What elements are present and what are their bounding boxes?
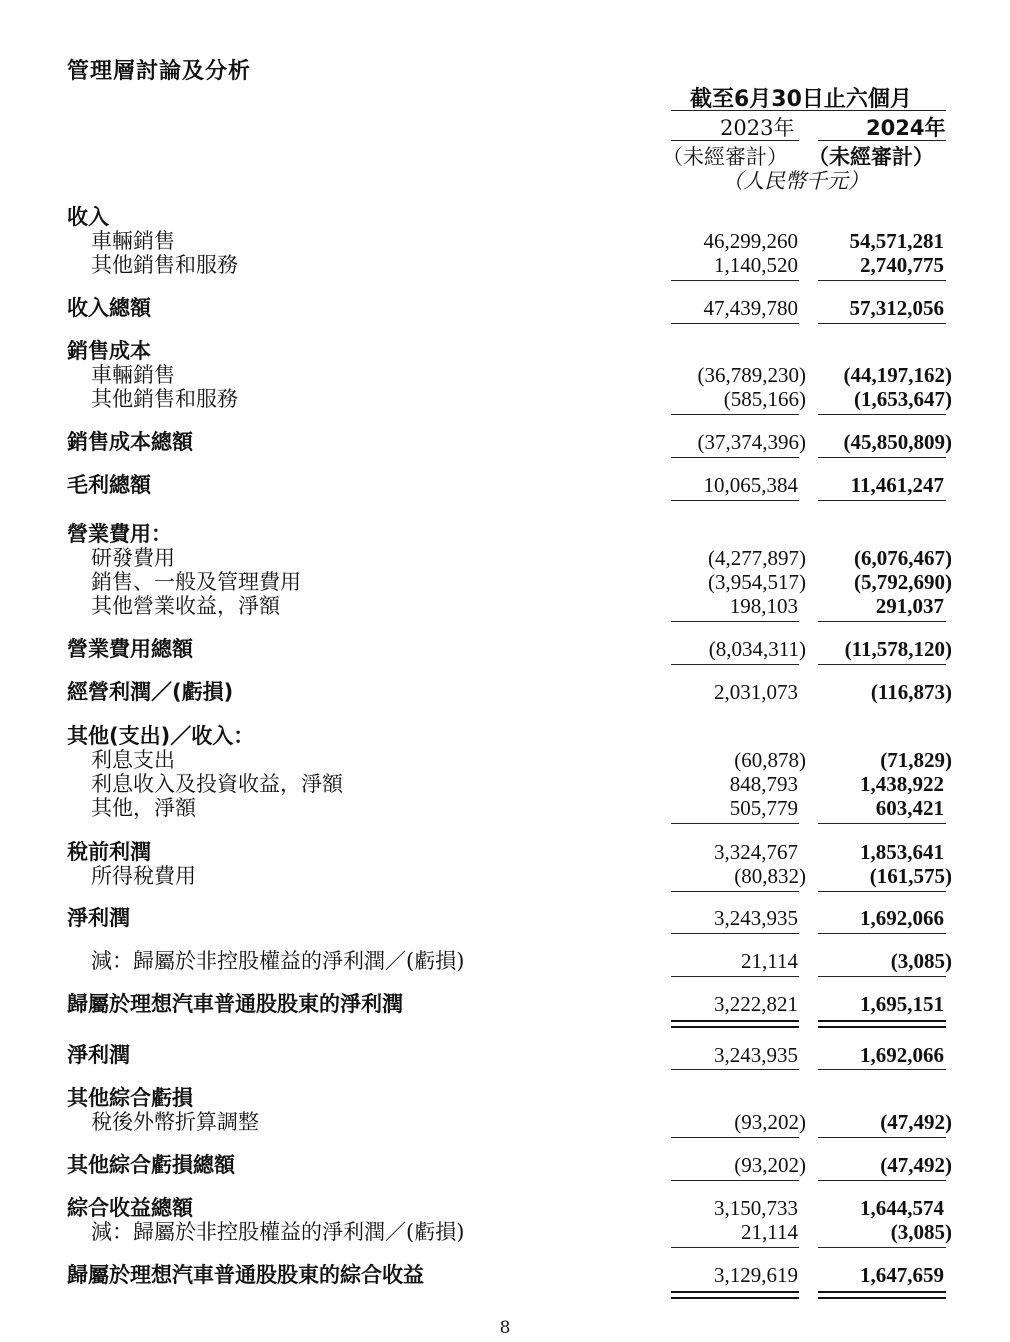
total-double-rule [671,1291,799,1299]
subtotal-rule [671,414,799,415]
subtotal-rule [671,823,799,824]
row-profit-attributable [0,992,1010,1016]
row-label: 所得稅費用 [91,864,196,888]
row-revenue-heading [0,205,1010,229]
value-2024: (3,085) [890,1220,952,1244]
value-2023: (37,374,396) [697,430,806,454]
row-cost-heading [0,339,1010,363]
value-2023: 2,031,073 [714,680,798,704]
value-2024: (116,873) [870,680,952,704]
row-label: 銷售成本總額 [67,430,193,454]
header-rule [671,110,946,111]
subtotal-rule [818,891,946,892]
row-comprehensive-attributable [0,1263,1010,1287]
value-2023: 21,114 [741,949,798,973]
row-net-profit [0,906,1010,930]
row-label: 其他綜合虧損 [67,1086,193,1110]
row-label: 其他營業收益，淨額 [91,594,280,618]
value-2023: 46,299,260 [703,229,798,253]
value-2024: (11,578,120) [844,637,952,661]
unaudited-2024: （未經審計） [808,145,934,169]
subtotal-rule [818,823,946,824]
row-label: 淨利潤 [67,906,130,930]
subtotal-rule [818,323,946,324]
value-2023: 3,243,935 [714,1043,798,1067]
row-net-profit-2 [0,1043,1010,1067]
row-revenue-vehicle [0,229,1010,253]
subtotal-rule [671,500,799,501]
subtotal-rule [818,1180,946,1181]
value-2023: 3,324,767 [714,840,798,864]
row-gross-profit [0,473,1010,497]
unaudited-2023: （未經審計） [662,145,788,169]
subtotal-rule [671,664,799,665]
row-label: 營業費用： [67,522,172,546]
section-title: 管理層討論及分析 [67,59,252,84]
value-2023: (93,202) [734,1110,806,1134]
row-revenue-other [0,253,1010,277]
row-label: 收入 [67,205,109,229]
row-interest-income [0,772,1010,796]
value-2023: (93,202) [734,1153,806,1177]
subtotal-rule [818,1247,946,1248]
row-opex-heading [0,522,1010,546]
period-header: 截至6月30日止六個月 [690,87,912,112]
subtotal-rule [671,1137,799,1138]
value-2023: (8,034,311) [708,637,806,661]
subtotal-rule [818,414,946,415]
row-label: 淨利潤 [67,1043,130,1067]
row-label: 其他，淨額 [91,796,196,820]
row-label: 利息收入及投資收益，淨額 [91,772,343,796]
value-2024: (1,653,647) [854,387,952,411]
row-label: 經營利潤／(虧損) [67,680,234,704]
value-2024: 291,037 [875,594,944,618]
row-minority-interest [0,949,1010,973]
row-label: 毛利總額 [67,473,151,497]
row-label: 歸屬於理想汽車普通股股東的綜合收益 [67,1263,424,1287]
value-2024: (47,492) [880,1110,952,1134]
row-cost-vehicle [0,363,1010,387]
subtotal-rule [671,1069,799,1070]
subtotal-rule [671,457,799,458]
value-2024: 57,312,056 [849,296,944,320]
subtotal-rule [671,621,799,622]
row-label: 其他綜合虧損總額 [67,1153,235,1177]
row-oci-heading [0,1086,1010,1110]
row-label: 減：歸屬於非控股權益的淨利潤／(虧損) [91,949,465,973]
value-2024: (5,792,690) [854,570,952,594]
row-other-operating [0,594,1010,618]
currency-note: （人民幣千元） [722,169,869,193]
subtotal-rule [671,891,799,892]
subtotal-rule [818,933,946,934]
subtotal-rule [818,1137,946,1138]
value-2024: 1,853,641 [860,840,944,864]
value-2023: 198,103 [729,594,798,618]
row-income-tax [0,864,1010,888]
subtotal-rule [671,280,799,281]
value-2023: 10,065,384 [703,473,798,497]
total-double-rule [818,1291,946,1299]
row-label: 營業費用總額 [67,637,193,661]
row-label: 車輛銷售 [91,363,175,387]
row-label: 稅後外幣折算調整 [91,1110,259,1134]
row-label: 車輛銷售 [91,229,175,253]
subtotal-rule [818,1069,946,1070]
subtotal-rule [818,976,946,977]
col-2023-header: 2023年 [720,116,795,140]
row-fx-translation [0,1110,1010,1134]
value-2023: (3,954,517) [708,570,806,594]
row-label: 銷售成本 [67,339,151,363]
value-2023: 848,793 [729,772,798,796]
row-other-net [0,796,1010,820]
row-label: 其他銷售和服務 [91,387,238,411]
value-2024: (45,850,809) [843,430,952,454]
value-2023: 3,129,619 [714,1263,798,1287]
value-2023: 3,243,935 [714,906,798,930]
value-2024: (71,829) [880,748,952,772]
row-total-comprehensive [0,1196,1010,1220]
row-cost-other [0,387,1010,411]
value-2023: 47,439,780 [703,296,798,320]
subtotal-rule [818,280,946,281]
value-2023: (585,166) [723,387,806,411]
value-2024: (6,076,467) [854,546,952,570]
page-number: 8 [499,1318,511,1338]
row-total-cost [0,430,1010,454]
value-2023: (80,832) [734,864,806,888]
value-2024: 603,421 [875,796,944,820]
value-2024: (161,575) [869,864,952,888]
value-2023: 21,114 [741,1220,798,1244]
subtotal-rule [818,457,946,458]
value-2024: 1,438,922 [860,772,944,796]
row-label: 稅前利潤 [67,840,151,864]
subtotal-rule [671,323,799,324]
row-label: 綜合收益總額 [67,1196,193,1220]
value-2023: (60,878) [734,748,806,772]
value-2023: (4,277,897) [708,546,806,570]
row-label: 利息支出 [91,748,175,772]
subtotal-rule [818,664,946,665]
row-label: 銷售、一般及管理費用 [91,570,301,594]
subtotal-rule [671,933,799,934]
value-2024: 11,461,247 [850,473,944,497]
value-2023: 1,140,520 [714,253,798,277]
row-label: 收入總額 [67,296,151,320]
subtotal-rule [671,976,799,977]
value-2024: 54,571,281 [849,229,944,253]
subtotal-rule [818,621,946,622]
row-rnd [0,546,1010,570]
value-2023: 3,222,821 [714,992,798,1016]
value-2024: 1,692,066 [860,906,944,930]
subtotal-rule [671,1180,799,1181]
row-label: 其他(支出)／收入： [67,724,255,748]
subtotal-rule [671,1247,799,1248]
row-pretax-profit [0,840,1010,864]
col-2024-header: 2024年 [866,116,946,140]
value-2024: (44,197,162) [843,363,952,387]
row-label: 歸屬於理想汽車普通股股東的淨利潤 [67,992,403,1016]
row-minority-interest-2 [0,1220,1010,1244]
value-2024: 1,644,574 [860,1196,944,1220]
total-double-rule [818,1020,946,1028]
value-2024: (3,085) [890,949,952,973]
row-total-opex [0,637,1010,661]
row-total-revenue [0,296,1010,320]
value-2023: 3,150,733 [714,1196,798,1220]
row-label: 研發費用 [91,546,175,570]
row-interest-expense [0,748,1010,772]
value-2024: 2,740,775 [860,253,944,277]
value-2023: 505,779 [729,796,798,820]
value-2024: 1,647,659 [860,1263,944,1287]
total-double-rule [671,1020,799,1028]
value-2024: 1,692,066 [860,1043,944,1067]
value-2023: (36,789,230) [697,363,806,387]
value-2024: 1,695,151 [860,992,944,1016]
value-2024: (47,492) [880,1153,952,1177]
row-label: 其他銷售和服務 [91,253,238,277]
row-operating-profit [0,680,1010,704]
row-label: 減：歸屬於非控股權益的淨利潤／(虧損) [91,1220,465,1244]
row-sga [0,570,1010,594]
subtotal-rule [818,500,946,501]
row-other-income-heading [0,724,1010,748]
row-total-oci [0,1153,1010,1177]
